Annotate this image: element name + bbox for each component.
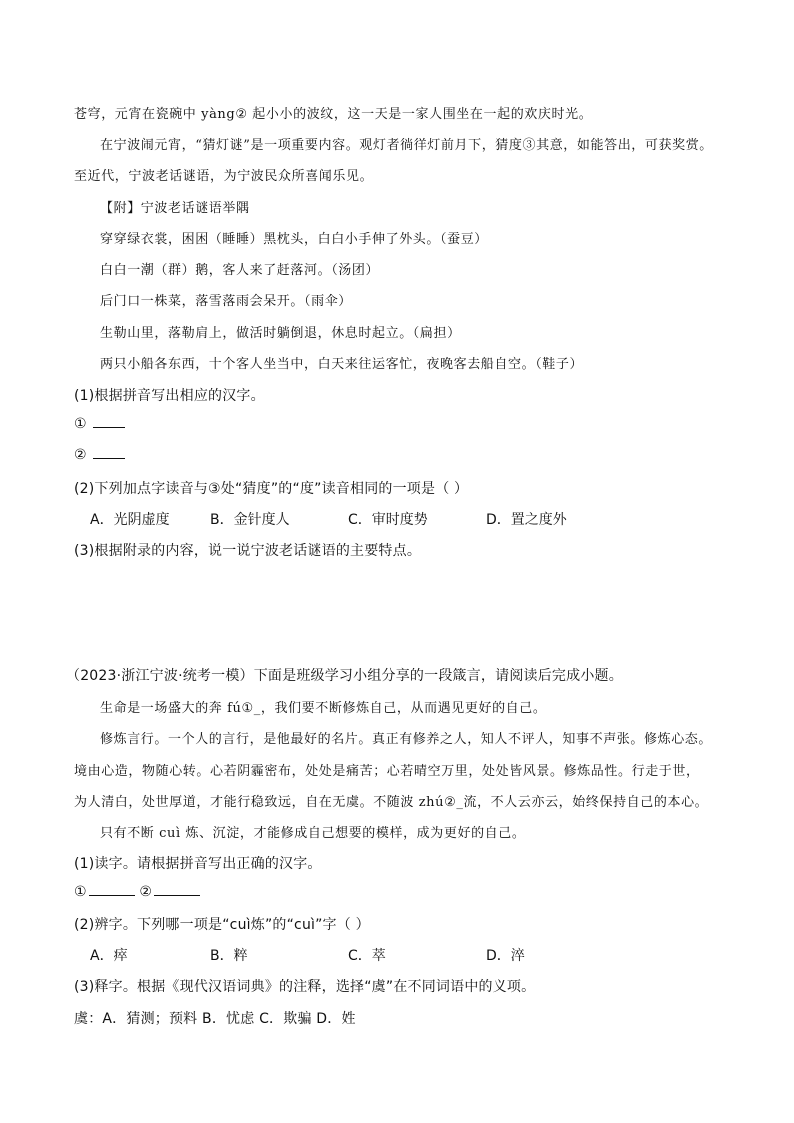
passage-line: 至近代，宁波老话谜语，为宁波民众所喜闻乐见。 (74, 169, 374, 184)
riddle-line: 白白一潮（群）鹅，客人来了赶落河。（汤团） (100, 263, 380, 278)
question-prompt: (2)下列加点字读音与③处“猜度”的“度”读音相同的一项是（ ） (74, 481, 469, 497)
answer-line-1 (74, 416, 734, 432)
item-marker: ② (74, 447, 87, 463)
answer-line-2 (74, 447, 734, 463)
item-marker: ② (139, 884, 153, 900)
option-d[interactable]: D．淬 (486, 948, 525, 964)
option-a[interactable]: A．光阴虚度 (90, 512, 170, 528)
item-marker: ① (74, 416, 87, 432)
answer-blank[interactable] (93, 457, 125, 459)
passage-line: 在宁波闹元宵，“猜灯谜”是一项重要内容。观灯者徜徉灯前月下，猜度③其意，如能答出，可获奖赏。 (100, 138, 713, 153)
option-d[interactable]: D．置之度外 (486, 512, 567, 528)
riddle-line: 两只小船各东西，十个客人坐当中，白天来往运客忙，夜晚客去船自空。（鞋子） (100, 357, 584, 372)
question-source: （2023·浙江宁波·统考一模）下面是班级学习小组分享的一段箴言，请阅读后完成小题。 (66, 668, 623, 684)
riddle-line: 后门口一株菜，落雪落雨会呆开。（雨伞） (100, 294, 352, 309)
riddle-line: 穿穿绿衣裳，困困（睡睡）黑枕头，白白小手伸了外头。（蚕豆） (100, 232, 488, 247)
answer-blank[interactable] (93, 426, 125, 428)
item-marker: ① (74, 884, 87, 900)
passage-line: 修炼言行。一个人的言行，是他最好的名片。真正有修养之人，知人不评人，知事不声张。修炼心态。 (100, 732, 713, 747)
option-a[interactable]: A．瘁 (90, 948, 128, 964)
answer-blank[interactable] (154, 894, 200, 896)
appendix-title: 【附】宁波老话谜语举隅 (100, 201, 250, 216)
passage-line: 只有不断 cuì 炼、沉淀，才能修成自己想要的模样，成为更好的自己。 (100, 826, 526, 841)
option-c[interactable]: C．萃 (348, 948, 386, 964)
question-prompt: (3)释字。根据《现代汉语词典》的注释，选择“虞”在不同词语中的义项。 (74, 979, 536, 995)
option-c[interactable]: C．审时度势 (348, 512, 428, 528)
passage-line: 生命是一场盛大的奔 fú①_，我们要不断修炼自己，从而遇见更好的自己。 (100, 701, 547, 716)
passage-line: 苍穹，元宵在瓷碗中 yàng② 起小小的波纹，这一天是一家人围坐在一起的欢庆时光。 (74, 107, 593, 122)
riddle-line: 生勒山里，落勒肩上，做活时躺倒退，休息时起立。（扁担） (100, 326, 461, 341)
answer-blank[interactable] (89, 894, 135, 896)
question-prompt: (1)读字。请根据拼音写出正确的汉字。 (74, 856, 322, 872)
definition-line: 虞：A．猜测；预料 B．忧虑 C．欺骗 D．姓 (74, 1011, 356, 1027)
question-prompt: (2)辨字。下列哪一项是“cuì炼”的“cuì”字（ ） (74, 917, 370, 933)
question-prompt: (3)根据附录的内容，说一说宁波老话谜语的主要特点。 (74, 543, 422, 559)
passage-line: 境由心造，物随心转。心若阴霾密布，处处是痛苦；心若晴空万里，处处皆风景。修炼品性。行走于世， (74, 764, 700, 779)
option-b[interactable]: B．粹 (210, 948, 248, 964)
question-prompt: (1)根据拼音写出相应的汉字。 (74, 388, 265, 404)
passage-line: 为人清白，处世厚道，才能行稳致远，自在无虞。不随波 zhú②_流，不人云亦云，始终保持自己的本心。 (74, 795, 709, 810)
answer-line (74, 884, 734, 900)
option-b[interactable]: B．金针度人 (210, 512, 290, 528)
